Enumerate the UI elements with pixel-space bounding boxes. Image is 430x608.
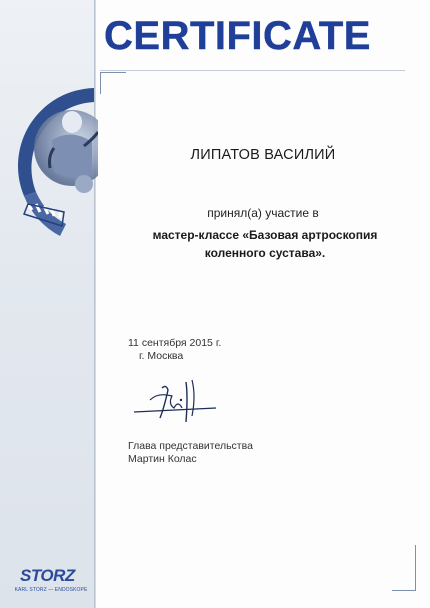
recipient-name: ЛИПАТОВ ВАСИЛИЙ — [190, 147, 336, 163]
corner-mark-top-vertical — [100, 72, 101, 94]
signatory-title: Глава представительства — [128, 440, 253, 452]
signature-image — [128, 378, 220, 426]
storz-logo — [8, 566, 94, 600]
logo-wordmark: STORZ — [20, 566, 75, 585]
signatory-name: Мартин Колас — [128, 453, 197, 465]
corner-mark-bottom — [392, 590, 416, 591]
participation-text: принял(а) участие в — [207, 206, 319, 220]
course-title — [120, 226, 410, 262]
course-line-1: мастер-классе «Базовая артроскопия — [152, 228, 378, 242]
anatomy-illustration-icon — [14, 86, 98, 246]
issue-date: 11 сентября 2015 г. — [128, 337, 222, 349]
corner-mark-bottom-vertical — [415, 545, 416, 591]
corner-mark-top — [100, 72, 126, 73]
issue-city: г. Москва — [139, 350, 184, 362]
course-line-2: коленного сустава». — [204, 246, 326, 260]
logo-subtitle: KARL STORZ — ENDOSKOPE — [14, 587, 88, 593]
certificate-title: CERTIFICATE — [104, 14, 371, 58]
title-divider — [100, 70, 405, 71]
